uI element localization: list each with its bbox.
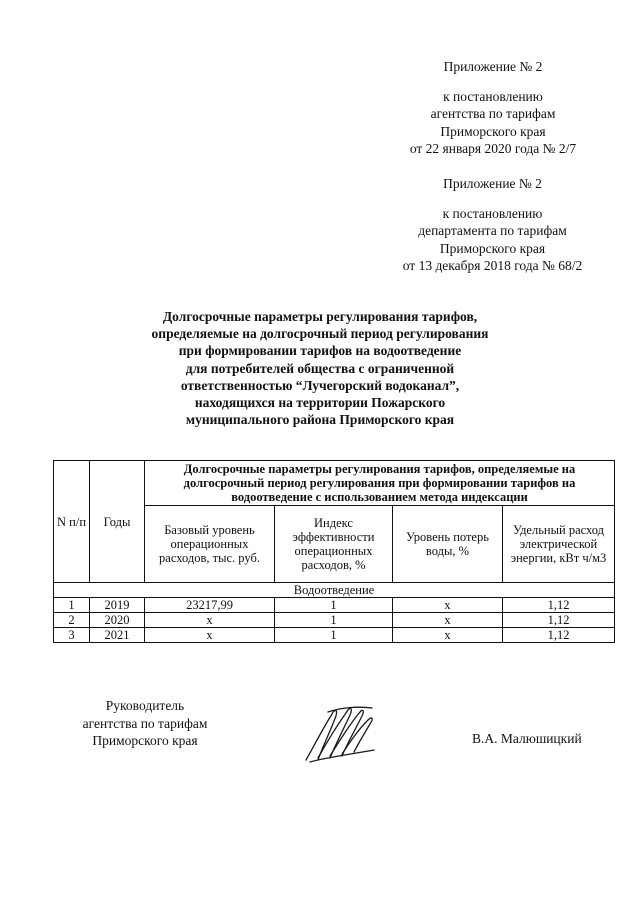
cell-base-opex: 23217,99 — [145, 598, 275, 613]
section-row — [54, 583, 615, 598]
appendix-current — [388, 58, 598, 158]
cell-energy-consumption: 1,12 — [503, 628, 615, 643]
handwritten-signature — [300, 700, 380, 766]
appendix-number: Приложение № 2 — [443, 176, 542, 191]
cell-row-number: 2 — [54, 613, 90, 628]
appendix-line: Приморского края — [440, 123, 546, 139]
table-row — [54, 613, 615, 628]
header-group: Долгосрочные параметры регулирования тарифов, определяемые на долгосрочный период регулирования при формировании тарифов на водоотведение с использованием метода индексации — [145, 461, 615, 506]
tariff-parameters-table — [53, 460, 615, 643]
appendix-line: к постановлению — [442, 205, 543, 221]
header-efficiency-index: Индекс эффективности операционных расходов, % — [275, 506, 393, 583]
cell-efficiency-index: 1 — [275, 628, 393, 643]
cell-row-number: 3 — [54, 628, 90, 643]
cell-base-opex: x — [145, 628, 275, 643]
cell-base-opex: x — [145, 613, 275, 628]
title-line: ответственностью “Лучегорский водоканал”, — [180, 377, 460, 393]
cell-water-loss: x — [393, 628, 503, 643]
header-base-opex: Базовый уровень операционных расходов, тыс. руб. — [145, 506, 275, 583]
title-line: для потребителей общества с ограниченной — [185, 360, 455, 376]
cell-energy-consumption: 1,12 — [503, 613, 615, 628]
appendix-line: от 22 января 2020 года № 2/7 — [409, 141, 577, 156]
signer-position-line: Руководитель — [105, 698, 185, 713]
cell-efficiency-index: 1 — [275, 613, 393, 628]
signer-name: В.А. Малюшицкий — [472, 731, 582, 746]
signer-position-line: Приморского края — [92, 733, 198, 748]
appendix-original — [380, 175, 605, 275]
signer-position — [70, 697, 220, 750]
appendix-line: агентства по тарифам — [430, 106, 556, 121]
title-line: при формировании тарифов на водоотведение — [178, 343, 462, 359]
cell-year: 2019 — [90, 598, 145, 613]
header-year: Годы — [90, 461, 145, 583]
cell-water-loss: x — [393, 613, 503, 628]
header-energy-consumption: Удельный расход электрической энергии, кВт ч/м3 — [503, 506, 615, 583]
cell-energy-consumption: 1,12 — [503, 598, 615, 613]
document-title — [85, 308, 555, 428]
cell-row-number: 1 — [54, 598, 90, 613]
cell-year: 2020 — [90, 613, 145, 628]
header-water-loss: Уровень потерь воды, % — [393, 506, 503, 583]
appendix-line: к постановлению — [443, 88, 543, 104]
cell-efficiency-index: 1 — [275, 598, 393, 613]
title-line: муниципального района Приморского края — [185, 412, 455, 428]
signer-position-line: агентства по тарифам — [82, 715, 208, 731]
header-row-number: N п/п — [54, 461, 90, 583]
appendix-line: Приморского края — [439, 240, 546, 256]
appendix-line: от 13 декабря 2018 года № 68/2 — [402, 258, 583, 273]
table-row — [54, 628, 615, 643]
section-label: Водоотведение — [54, 583, 615, 598]
cell-year: 2021 — [90, 628, 145, 643]
title-line: Долгосрочные параметры регулирования тарифов, — [162, 309, 478, 324]
appendix-number: Приложение № 2 — [443, 59, 543, 74]
title-line: находящихся на территории Пожарского — [194, 395, 446, 411]
title-line: определяемые на долгосрочный период регулирования — [151, 326, 489, 342]
cell-water-loss: x — [393, 598, 503, 613]
table-row — [54, 598, 615, 613]
appendix-line: департамента по тарифам — [418, 223, 567, 238]
